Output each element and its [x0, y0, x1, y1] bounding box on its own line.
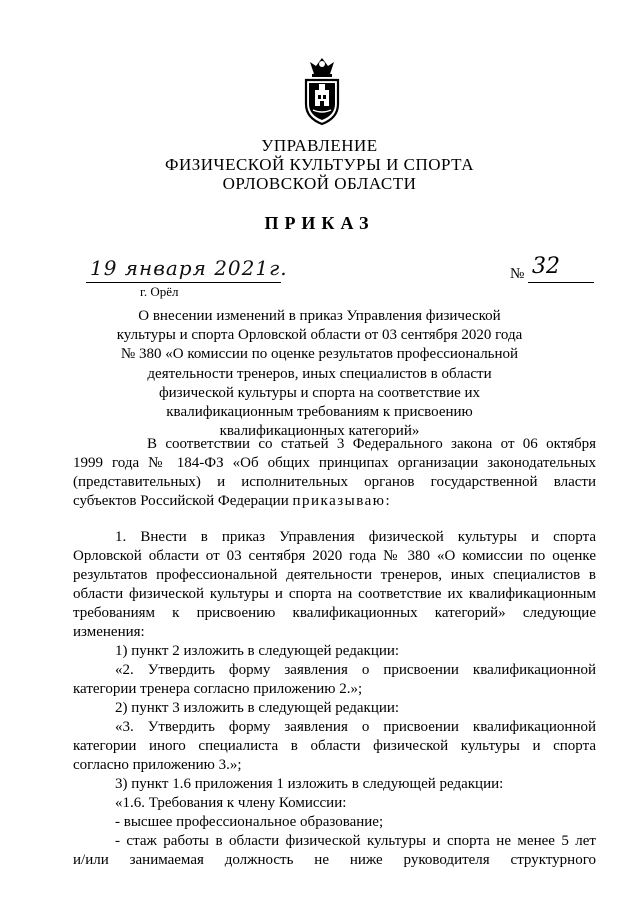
- subject-line: культуры и спорта Орловской области от 03 сентября 2020 года: [116, 327, 523, 344]
- body-line: 1. Внести в приказ Управления физической культуры и спорта: [115, 529, 596, 545]
- subject-line: квалификационных категорий»: [219, 423, 420, 440]
- subject-line: № 380 «О комиссии по оценке результатов профессиональной: [120, 346, 519, 363]
- body-line: «3. Утвердить форму заявления о присвоении квалификационной: [115, 719, 596, 735]
- subject-line: деятельности тренеров, иных специалистов в области: [147, 365, 492, 382]
- date-underline: [86, 282, 281, 283]
- body-line: «1.6. Требования к члену Комиссии:: [115, 795, 347, 811]
- body-line: Орловской области от 03 сентября 2020 года № 380 «О комиссии по оценке: [73, 548, 596, 564]
- preamble-line-final: [73, 493, 391, 510]
- city-label: г. Орёл: [140, 284, 179, 299]
- body-line: - стаж работы в области физической культуры и спорта не менее 5 лет: [115, 833, 596, 849]
- preamble-text: субъектов Российской Федерации: [73, 493, 289, 509]
- handwritten-date: 19 января 2021г.: [90, 256, 288, 280]
- subject-line: квалификационным требованиям к присвоению: [166, 404, 473, 421]
- body-line: 2) пункт 3 изложить в следующей редакции:: [115, 700, 400, 716]
- body-line: и/или занимаемая должность не ниже руководителя структурного: [73, 852, 596, 868]
- body-line: - высшее профессиональное образование;: [115, 814, 384, 830]
- body-line: категории тренера согласно приложению 2.»;: [73, 681, 363, 697]
- body-line: изменения:: [73, 624, 145, 640]
- subject-line: физической культуры и спорта на соответствие их: [158, 384, 481, 401]
- body-line: требованиям к присвоению квалификационных категорий» следующие: [73, 605, 596, 621]
- coat-of-arms-emblem: [300, 52, 344, 128]
- body-line: области физической культуры и спорта на соответствие их квалификационным: [73, 586, 596, 602]
- number-underline: [528, 282, 594, 283]
- body-line: 1) пункт 2 изложить в следующей редакции:: [115, 643, 400, 659]
- body-line: категории иного специалиста в области физической культуры и спорта: [73, 738, 596, 754]
- order-subject: [0, 307, 639, 441]
- org-name-line-3: ОРЛОВСКОЙ ОБЛАСТИ: [222, 174, 417, 193]
- org-name-line-1: УПРАВЛЕНИЕ: [261, 136, 378, 155]
- preamble-line: (представительных) и исполнительных органов государственной власти: [73, 474, 596, 490]
- document-type-title: ПРИКАЗ: [264, 213, 375, 233]
- preamble-line: 1999 года № 184-ФЗ «Об общих принципах организации законодательных: [73, 455, 596, 471]
- body-line: «2. Утвердить форму заявления о присвоении квалификационной: [115, 662, 596, 678]
- order-number-label: №: [510, 266, 525, 282]
- body-line: согласно приложению 3.»;: [73, 757, 242, 773]
- body-line: 3) пункт 1.6 приложения 1 изложить в следующей редакции:: [115, 776, 504, 792]
- handwritten-order-number: 32: [532, 254, 560, 279]
- org-name-line-2: ФИЗИЧЕСКОЙ КУЛЬТУРЫ И СПОРТА: [165, 155, 474, 174]
- body-line: результатов профессиональной деятельности тренеров, иных специалистов в: [73, 567, 596, 583]
- subject-line: О внесении изменений в приказ Управления физической: [138, 308, 501, 324]
- order-verb: приказываю:: [292, 493, 392, 509]
- preamble-line: В соответствии со статьей 3 Федерального закона от 06 октября: [147, 436, 596, 452]
